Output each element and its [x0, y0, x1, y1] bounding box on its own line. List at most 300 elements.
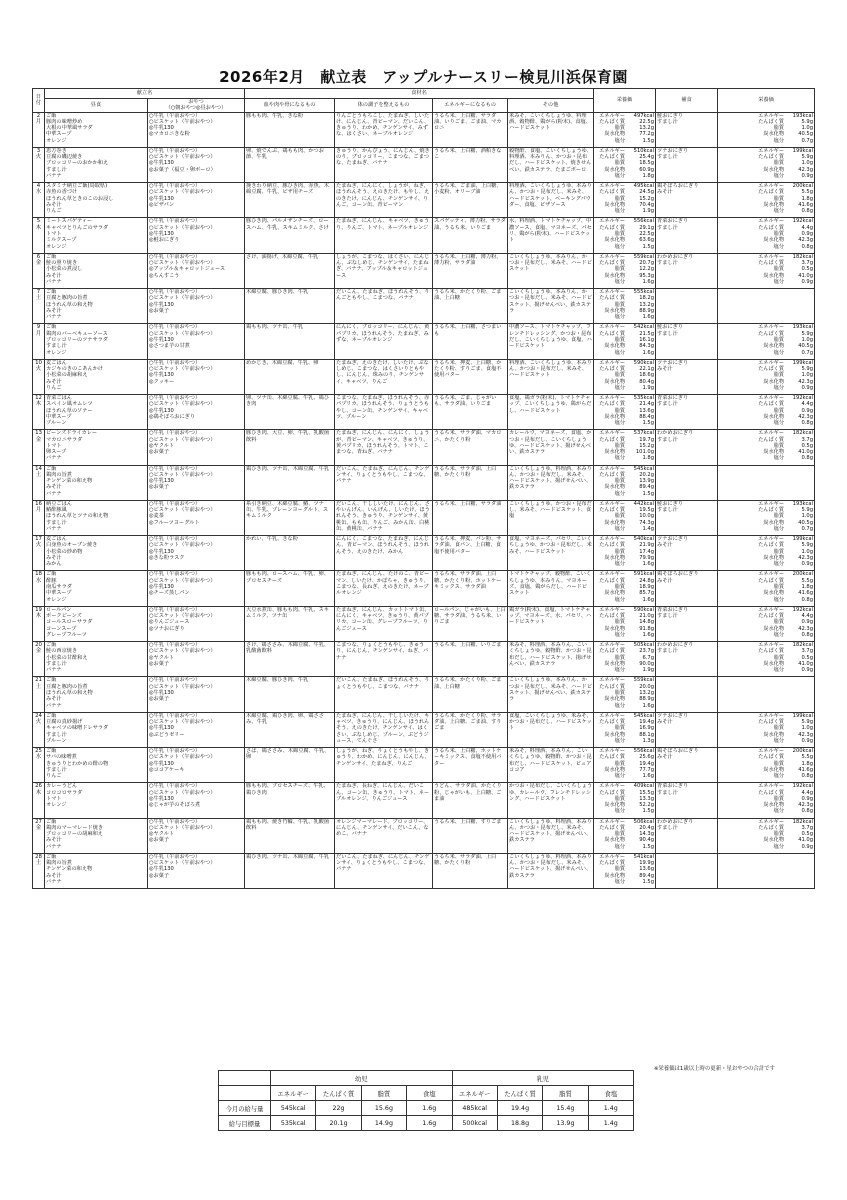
summary-value: 20.1g	[316, 1116, 361, 1131]
day-cell	[33, 712, 45, 747]
nutrition-value: 537kcal	[633, 430, 655, 437]
supplement-nutrition-value: 193kcal	[792, 324, 814, 331]
ingredient-red-cell	[245, 500, 335, 535]
supplement-nutrition-value: 3.7g	[801, 824, 814, 831]
supplement-nutrition-label: 脂質	[773, 195, 785, 202]
supplement-cell	[656, 394, 718, 429]
supplement-nutrition-value: 0.9g	[801, 843, 814, 850]
nutrition-line	[595, 773, 654, 779]
ingredient-red-cell	[245, 394, 335, 429]
day-number: 20	[35, 642, 42, 649]
ingredient-red-text: 鶏もも肉、ツナ缶、牛乳	[246, 324, 304, 331]
supplement-nutrition-cell	[718, 747, 815, 782]
nutrition-value: 1.8g	[642, 455, 655, 462]
main-dish-item: 卵スープ	[46, 449, 67, 456]
supplement-nutrition-value: 42.3g	[798, 625, 814, 632]
nutrition-value: 542kcal	[633, 324, 655, 331]
supplement-nutrition-cell	[718, 500, 815, 535]
supplement-nutrition-value: 0.8g	[801, 208, 814, 215]
snack-cell	[148, 112, 245, 147]
day-number: 27	[35, 818, 42, 825]
nutrition-label: エネルギー	[599, 253, 626, 260]
nutrition-value: 18.6g	[639, 372, 655, 379]
ingredient-green-cell	[335, 642, 433, 677]
ingredient-red-text: さば、鶏ささみ、木綿豆腐、牛乳、卵	[246, 747, 330, 761]
ingredient-green-cell	[335, 747, 433, 782]
supplement-nutrition-value: 200kcal	[792, 571, 814, 578]
supplement-nutrition-value: 0.8g	[801, 808, 814, 815]
main-dish-item: すまし汁	[46, 343, 67, 350]
ingredient-other-cell	[508, 536, 594, 571]
nutrition-cell	[594, 218, 656, 253]
weekday: 水	[35, 754, 42, 761]
day-cell	[33, 112, 45, 147]
day-cell	[33, 818, 45, 853]
supplement-nutrition-value: 41.0g	[798, 272, 814, 279]
nutrition-label: 塩分	[614, 737, 626, 744]
header-supplement: 補食	[656, 89, 718, 113]
nutrition-value: 13.2g	[639, 125, 655, 132]
table-row	[33, 324, 815, 359]
nutrition-value: 409kcal	[633, 783, 655, 790]
nutrition-label: 脂質	[614, 195, 626, 202]
supplement-nutrition-value: 0.8g	[801, 455, 814, 462]
table-row	[33, 536, 815, 571]
nutrition-line	[595, 491, 654, 497]
supplement-nutrition-label: エネルギー	[758, 394, 785, 401]
supplement-nutrition-label: 脂質	[773, 160, 785, 167]
main-dish-item: すまし汁	[46, 766, 67, 773]
supplement-nutrition-value: 0.5g	[801, 831, 814, 838]
nutrition-value: 90.0g	[639, 660, 655, 667]
supplement-cell	[656, 747, 718, 782]
nutrition-value: 95.3g	[639, 272, 655, 279]
nutrition-value: 25.6g	[639, 754, 655, 761]
day-number: 19	[35, 606, 42, 613]
supplement-nutrition-label: たんぱく質	[758, 401, 785, 408]
nutrition-value: 90.4g	[639, 837, 655, 844]
supplement-nutrition-label: たんぱく質	[758, 789, 785, 796]
snack-cell	[148, 642, 245, 677]
main-dish-item: キャベツとりんごのサラダ	[46, 224, 109, 231]
nutrition-cell	[594, 747, 656, 782]
supplement-nutrition-value: 200kcal	[792, 183, 814, 190]
main-dish-item: ご飯	[46, 747, 57, 754]
supplement-cell	[656, 712, 718, 747]
nutrition-label: 脂質	[614, 478, 626, 485]
supplement-item: ツナおにぎり	[657, 536, 689, 543]
supplement-nutrition-value: 3.7g	[801, 648, 814, 655]
supplement-nutrition-value: 199kcal	[792, 147, 814, 154]
main-dish-item: チンゲン菜の和え物	[46, 866, 93, 873]
ingredient-other-text: 水、料理酒、トマトケチャップ、中濃ソース、食塩、マヨネーズ、パセリ、鶏がら(粉末)、ハードビスケット	[509, 218, 592, 244]
nutrition-value: 442kcal	[633, 500, 655, 507]
nutrition-value: 21.0g	[639, 613, 655, 620]
ingredient-red-text: さけ、鶏ささみ、木綿豆腐、牛乳、乳酸菌飲料	[246, 642, 330, 655]
snack-item: ◎クッキー	[149, 378, 175, 385]
ingredient-green-text: たまねぎ、にんじん、キャベツ、きゅうり、りんご、トマト、ネーブルオレンジ	[336, 218, 430, 231]
nutrition-value: 89.4g	[639, 484, 655, 491]
snack-item: ○ビスケット（午前おやつ）	[149, 154, 216, 161]
ingredient-red-text: さけ、油揚げ、木綿豆腐、牛乳	[246, 253, 319, 260]
supplement-nutrition-label: 炭水化物	[763, 202, 785, 209]
ingredient-red-cell	[245, 253, 335, 288]
ingredient-other-cell	[508, 359, 594, 394]
nutrition-line	[595, 138, 654, 144]
nutrition-label: 塩分	[614, 667, 626, 674]
ingredient-green-text: たまねぎ、にんじん、干ししいたけ、キャベツ、きゅうり、にんじん、ほうれんそう、えのきたけ、チンゲンサイ、はくさい、ぶなしめじ、プルーン、ぶどうジュース、てんぐさ	[336, 712, 430, 744]
main-dish-item: コールスローサラダ	[46, 619, 93, 626]
nutrition-label: 塩分	[614, 420, 626, 427]
supplement-nutrition-value: 5.9g	[801, 507, 814, 514]
main-dish-item: バナナ	[46, 879, 62, 886]
main-dish-item: ほうれん草の和え物	[46, 689, 93, 696]
ingredient-other-text: 米みそ、こいくちしょうゆ、料理酒、穀物酢、鶏がら(粉末)、食塩、ハードビスケット	[509, 112, 591, 132]
ingredient-green-cell	[335, 289, 433, 324]
summary-col-header: たんぱく質	[497, 1086, 542, 1101]
weekday: 木	[35, 613, 42, 620]
main-dish-cell	[45, 571, 148, 606]
ingredient-other-cell	[508, 747, 594, 782]
main-dish-cell	[45, 394, 148, 429]
nutrition-value: 88.9g	[639, 696, 655, 703]
ingredient-yellow-cell	[433, 571, 508, 606]
snack-item: ◎ヤクルト	[149, 831, 175, 838]
weekday: 金	[35, 436, 42, 443]
nutrition-label: たんぱく質	[599, 860, 626, 867]
main-dish-item: コーンスープ	[46, 625, 77, 632]
nutrition-label: エネルギー	[599, 359, 626, 366]
supplement-cell	[656, 430, 718, 465]
nutrition-value: 88.1g	[639, 731, 655, 738]
snack-item: ◎牛乳130	[149, 548, 174, 555]
ingredient-green-cell	[335, 324, 433, 359]
supplement-nutrition-label: たんぱく質	[758, 365, 785, 372]
ingredient-yellow-text: うるち米、サラダ油、上白糖、かたくり粉、ホットケーキミックス、サラダ油	[434, 571, 502, 591]
snack-item: ○牛乳（午前おやつ）	[149, 324, 201, 331]
supplement-nutrition-label: 炭水化物	[763, 272, 785, 279]
nutrition-label: 炭水化物	[604, 449, 626, 456]
snack-item: ◎きな粉ラスク	[149, 555, 185, 562]
supplement-nutrition-line	[719, 385, 813, 391]
ingredient-yellow-text: うるち米、サラダ油、上白糖、かたくり粉	[434, 853, 497, 867]
snack-item: ◎牛乳130	[149, 195, 174, 202]
supplement-nutrition-label: 塩分	[773, 208, 785, 215]
nutrition-label: エネルギー	[599, 536, 626, 543]
ingredient-yellow-cell	[433, 783, 508, 818]
nutrition-value: 1.5g	[642, 243, 655, 250]
snack-item: ○牛乳（午前おやつ）	[149, 183, 201, 190]
supplement-nutrition-value: 42.3g	[798, 802, 814, 809]
supplement-nutrition-cell	[718, 147, 815, 182]
day-cell	[33, 783, 45, 818]
supplement-item: みそ汁	[657, 577, 673, 584]
snack-item: ◎お菓子（福豆・卵ボーロ）	[149, 166, 216, 173]
snack-cell	[148, 253, 245, 288]
snack-item: ◎お菓子	[149, 837, 170, 844]
supplement-nutrition-line	[719, 526, 813, 532]
supplement-item: すまし汁	[657, 507, 678, 514]
snack-item: ○ビスケット（午前おやつ）	[149, 295, 216, 302]
nutrition-line	[595, 703, 654, 709]
supplement-nutrition-label: 炭水化物	[763, 766, 785, 773]
supplement-nutrition-cell	[718, 289, 815, 324]
ingredient-yellow-text: うるち米、上白糖、酒粕きなこ	[434, 147, 502, 161]
main-dish-item: 鶏肉のマーマレード焼き	[46, 824, 104, 831]
ingredient-yellow-text: うるち米、かたくり粉、ごま油、上白糖	[434, 677, 502, 690]
day-cell	[33, 642, 45, 677]
day-number: 24	[35, 712, 42, 719]
table-row	[33, 359, 815, 394]
supplement-nutrition-value: 41.0g	[798, 837, 814, 844]
ingredient-red-text: 木綿豆腐、豚ひき肉、牛乳	[246, 677, 309, 684]
supplement-nutrition-label: たんぱく質	[758, 118, 785, 125]
main-dish-item: バナナ	[46, 843, 62, 850]
snack-cell	[148, 747, 245, 782]
day-cell	[33, 571, 45, 606]
summary-col-header: たんぱく質	[316, 1086, 361, 1101]
supplement-item: 青菜おにぎり	[657, 218, 689, 225]
supplement-nutrition-value: 192kcal	[792, 394, 814, 401]
nutrition-value: 88.9g	[639, 307, 655, 314]
snack-item: ○ビスケット（午前おやつ）	[149, 507, 216, 514]
nutrition-label: 炭水化物	[604, 166, 626, 173]
supplement-nutrition-label: 塩分	[773, 737, 785, 744]
main-dish-item: みそ汁	[46, 696, 62, 703]
ingredient-yellow-cell	[433, 253, 508, 288]
nutrition-cell	[594, 606, 656, 641]
nutrition-cell	[594, 394, 656, 429]
nutrition-label: 脂質	[614, 336, 626, 343]
nutrition-label: 脂質	[614, 372, 626, 379]
ingredient-red-cell	[245, 218, 335, 253]
supplement-nutrition-value: 40.5g	[798, 519, 814, 526]
day-number: 5	[36, 218, 41, 225]
nutrition-value: 506kcal	[633, 818, 655, 825]
snack-item: ○ビスケット（午前おやつ）	[149, 824, 216, 831]
supplement-nutrition-value: 42.3g	[798, 555, 814, 562]
supplement-nutrition-value: 1.8g	[801, 195, 814, 202]
ingredient-red-text: 挽きわり納豆、豚ひき肉、赤魚、木綿豆腐、牛乳、ピザ用チーズ	[246, 183, 330, 196]
snack-item: ◎ヤクルト	[149, 442, 175, 449]
ingredient-green-text: こまつな、たまねぎ、ほうれんそう、赤パプリカ、ほうれんそう、りょうとうもやし、コーン缶、チンゲンサイ、キャベツ、プルーン	[336, 394, 430, 420]
nutrition-label: エネルギー	[599, 112, 626, 119]
nutrition-value: 1.6g	[642, 631, 655, 638]
ingredient-red-text: 卵、ツナ缶、木綿豆腐、牛乳、鶏ひき肉	[246, 394, 330, 408]
ingredient-yellow-cell	[433, 500, 508, 535]
main-dish-cell	[45, 112, 148, 147]
main-dish-item: すまし汁	[46, 166, 67, 173]
main-dish-item: ご飯	[46, 712, 57, 719]
nutrition-label: エネルギー	[599, 853, 626, 860]
supplement-item: わかめおにぎり	[657, 818, 694, 825]
supplement-nutrition-value: 0.9g	[801, 384, 814, 391]
ingredient-green-cell	[335, 712, 433, 747]
nutrition-line	[595, 420, 654, 426]
supplement-cell	[656, 853, 718, 888]
supplement-nutrition-label: 塩分	[773, 173, 785, 180]
nutrition-value: 556kcal	[633, 747, 655, 754]
main-dish-item: 小松菜の胡麻和え	[46, 372, 88, 379]
ingredient-other-cell	[508, 218, 594, 253]
snack-cell	[148, 712, 245, 747]
main-dish-item: すまし汁	[46, 660, 67, 667]
main-dish-cell	[45, 218, 148, 253]
ingredient-other-text: 料理酒、こいくちしょうゆ、本みりん、かつお・昆布だし、米みそ、ハードビスケット	[509, 359, 592, 379]
nutrition-line	[595, 808, 654, 814]
nutrition-value: 88.4g	[639, 413, 655, 420]
nutrition-value: 15.2g	[639, 195, 655, 202]
supplement-nutrition-cell	[718, 394, 815, 429]
header-snack-sub: （○朝おやつ◎昼おやつ）	[165, 105, 227, 112]
nutrition-label: エネルギー	[599, 571, 626, 578]
nutrition-value: 1.9g	[642, 667, 655, 674]
nutrition-value: 1.6g	[642, 561, 655, 568]
ingredient-green-text: にんにく、ブロッコリー、にんじん、黄パプリカ、ほうれんそう、たまねぎ、みずな、ネーブルオレンジ	[336, 324, 430, 343]
ingredient-other-cell	[508, 853, 594, 888]
supplement-nutrition-label: 塩分	[773, 278, 785, 285]
header-nutrition: 栄養価	[594, 89, 656, 113]
main-dish-cell	[45, 536, 148, 571]
nutrition-label: 炭水化物	[604, 766, 626, 773]
ingredient-yellow-cell	[433, 147, 508, 182]
day-number: 25	[35, 747, 42, 754]
summary-group-baby: 乳児	[452, 1071, 634, 1086]
weekday: 月	[35, 118, 42, 125]
nutrition-label: 塩分	[614, 561, 626, 568]
nutrition-value: 19.4g	[639, 718, 655, 725]
supplement-cell	[656, 677, 718, 712]
supplement-nutrition-cell	[718, 218, 815, 253]
summary-value: 1.4g	[588, 1116, 633, 1131]
ingredient-other-text: 食塩、マヨネーズ、パセリ、こいくちしょうゆ、かつお・昆布だし、米みそ、ハードビスケット	[509, 536, 592, 555]
day-number: 6	[36, 253, 41, 260]
main-dish-cell	[45, 324, 148, 359]
nutrition-value: 510kcal	[633, 147, 655, 154]
weekday: 土	[35, 683, 42, 690]
supplement-item: みそ汁	[657, 189, 673, 196]
nutrition-label: 炭水化物	[604, 343, 626, 350]
ingredient-other-text: 料理酒、こいくちしょうゆ、本みりん、かつお・昆布だし、米みそ、ハードビスケット、ベーキングパウダー、食塩、ピザソース	[509, 183, 592, 209]
supplement-nutrition-line	[719, 138, 813, 144]
ingredient-other-cell	[508, 818, 594, 853]
supplement-nutrition-value: 0.9g	[801, 795, 814, 802]
nutrition-label: 脂質	[614, 407, 626, 414]
nutrition-line	[595, 173, 654, 179]
main-dish-cell	[45, 359, 148, 394]
main-dish-cell	[45, 183, 148, 218]
table-row	[33, 500, 815, 535]
supplement-nutrition-value: 5.9g	[801, 330, 814, 337]
nutrition-value: 505kcal	[633, 642, 655, 649]
ingredient-other-cell	[508, 677, 594, 712]
supplement-item: ツナおにぎり	[657, 359, 689, 366]
menu-table	[32, 88, 815, 889]
supplement-nutrition-value: 1.8g	[801, 760, 814, 767]
nutrition-value: 12.2g	[639, 266, 655, 273]
supplement-nutrition-line	[719, 455, 813, 461]
table-row	[33, 147, 815, 182]
nutrition-label: エネルギー	[599, 218, 626, 225]
nutrition-label: たんぱく質	[599, 577, 626, 584]
ingredient-green-text: だいこん、たまねぎ、にんじん、チンゲンサイ、りょくとうもやし、こまつな、バナナ	[336, 853, 430, 873]
snack-item: ○牛乳（午前おやつ）	[149, 147, 201, 154]
supplement-nutrition-label: たんぱく質	[758, 718, 785, 725]
snack-item: ○牛乳（午前おやつ）	[149, 606, 201, 613]
ingredient-red-cell	[245, 430, 335, 465]
supplement-nutrition-label: 塩分	[773, 596, 785, 603]
ingredient-other-cell	[508, 394, 594, 429]
main-dish-item: すまし汁	[46, 731, 67, 738]
day-number: 21	[35, 677, 42, 684]
main-dish-item: ほうれん草とツナの和え物	[46, 513, 109, 520]
summary-value: 500kcal	[452, 1116, 497, 1131]
nutrition-value: 22.1g	[639, 365, 655, 372]
main-dish-item: 鰆酢豚風	[46, 507, 67, 514]
supplement-nutrition-line	[719, 420, 813, 426]
nutrition-value: 1.5g	[642, 843, 655, 850]
snack-item: ◎マカロニきな粉	[149, 131, 190, 138]
supplement-item: すまし汁	[657, 154, 678, 161]
snack-item: ◎フルーツヨーグルト	[149, 519, 200, 526]
nutrition-line	[595, 350, 654, 356]
supplement-nutrition-label: 塩分	[773, 349, 785, 356]
supplement-nutrition-label: エネルギー	[758, 430, 785, 437]
supplement-cell	[656, 818, 718, 853]
supplement-nutrition-value: 182kcal	[792, 430, 814, 437]
nutrition-label: 炭水化物	[604, 872, 626, 879]
ingredient-green-cell	[335, 783, 433, 818]
ingredient-red-text: 豚もも肉、プロセスチーズ、牛乳、鶏ひき肉	[246, 783, 329, 796]
ingredient-green-cell	[335, 536, 433, 571]
nutrition-label: 塩分	[614, 278, 626, 285]
supplement-nutrition-value: 5.9g	[801, 718, 814, 725]
main-dish-item: ポークビーンズ	[46, 613, 82, 620]
nutrition-value: 15.5g	[639, 789, 655, 796]
main-dish-item: みかん	[46, 561, 62, 568]
supplement-nutrition-label: 塩分	[773, 773, 785, 780]
ingredient-red-text: 木綿豆腐、豚ひき肉、牛乳	[246, 289, 309, 296]
nutrition-label: たんぱく質	[599, 189, 626, 196]
main-dish-item: ご飯	[46, 112, 57, 119]
supplement-nutrition-label: 塩分	[773, 243, 785, 250]
supplement-nutrition-cell	[718, 712, 815, 747]
nutrition-label: たんぱく質	[599, 260, 626, 267]
ingredient-green-cell	[335, 183, 433, 218]
nutrition-label: 塩分	[614, 455, 626, 462]
summary-value: 13.9g	[543, 1116, 588, 1131]
supplement-item: わかめおにぎり	[657, 430, 694, 437]
ingredient-other-text: こいくちしょうゆ、本みりん、かつお・昆布だし、米みそ、ハードビスケット、揚げせんべい、鉄カステラ	[509, 289, 592, 314]
main-dish-item: ほうれん草の和え物	[46, 301, 93, 308]
weekday: 火	[35, 365, 42, 372]
supplement-nutrition-value: 5.9g	[801, 154, 814, 161]
nutrition-value: 101.0g	[635, 449, 655, 456]
ingredient-red-cell	[245, 324, 335, 359]
nutrition-label: 脂質	[614, 442, 626, 449]
main-dish-item: ブロッコリーのおかか和え	[46, 160, 109, 167]
supplement-nutrition-line	[719, 597, 813, 603]
main-dish-item: ミートスパゲティー	[46, 218, 93, 225]
nutrition-label: 脂質	[614, 760, 626, 767]
nutrition-line	[595, 526, 654, 532]
nutrition-label: エネルギー	[599, 500, 626, 507]
nutrition-label: エネルギー	[599, 712, 626, 719]
day-number: 18	[35, 571, 42, 578]
day-number: 12	[35, 394, 42, 401]
snack-item: ◎牛乳130	[149, 125, 174, 132]
snack-item: ○ビスケット（午前おやつ）	[149, 860, 216, 867]
